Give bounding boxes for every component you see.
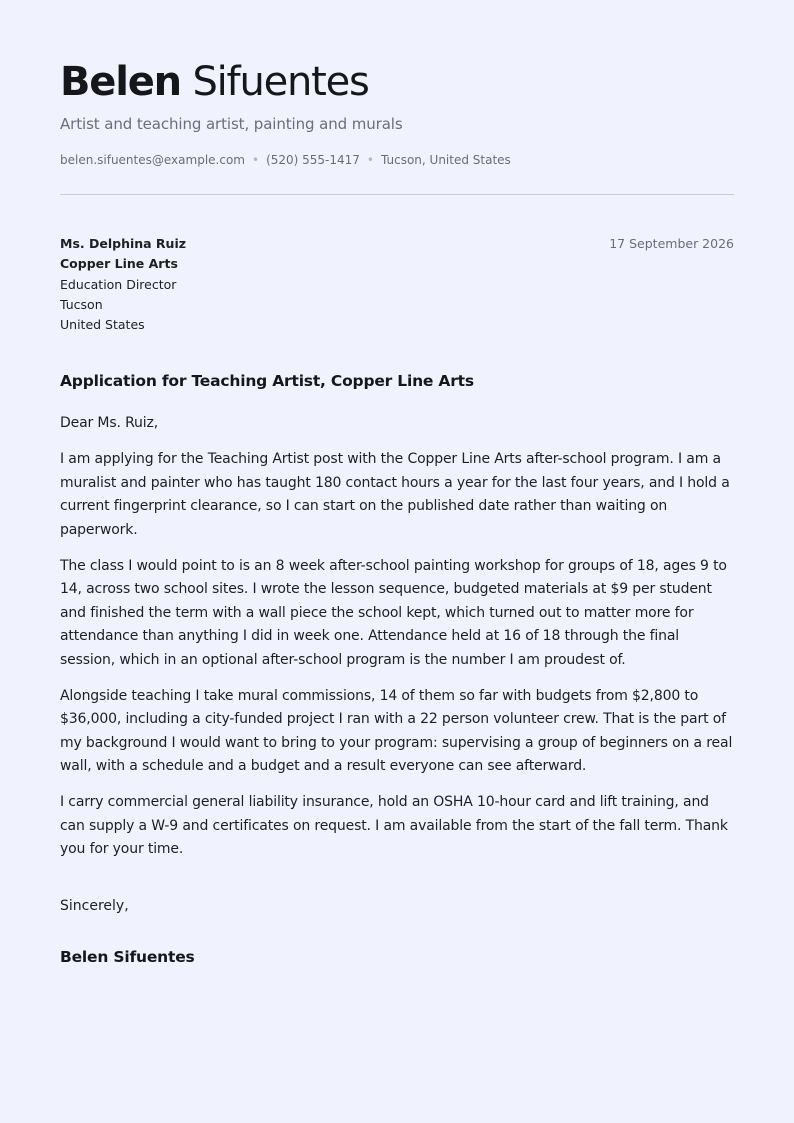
phone-text: (520) 555-1417 <box>266 153 360 167</box>
body-paragraph: I carry commercial general liability insurance, hold an OSHA 10-hour card and lift training, and can supply a W-9 and certificates on request. I am available from the start of the fall term. Thank you for your time. <box>60 794 728 857</box>
location-text: Tucson, United States <box>381 153 511 167</box>
recipient-title: Education Director <box>60 276 177 292</box>
tagline: Artist and teaching artist, painting and murals <box>60 115 403 133</box>
closing: Sincerely, <box>60 898 129 914</box>
separator-dot: • <box>366 153 374 167</box>
letter-subject: Application for Teaching Artist, Copper Line Arts <box>60 372 474 390</box>
header-divider <box>60 194 734 195</box>
first-name: Belen <box>60 59 181 105</box>
body-paragraph: Alongside teaching I take mural commissions, 14 of them so far with budgets from $2,800 to $36,000, including a city-funded project I ran with a 22 person volunteer crew. That is the part of my background I would want to bring to your program: supervising a group of beginners on a real wall, with a schedule and a budget and a result everyone can see afterward. <box>60 687 733 774</box>
recipient-city: Tucson <box>60 296 103 312</box>
contact-line <box>60 152 511 168</box>
recipient-organization: Copper Line Arts <box>60 256 178 272</box>
recipient-name: Ms. Delphina Ruiz <box>60 236 187 251</box>
recipient-block <box>60 234 186 335</box>
recipient-country: United States <box>60 317 145 333</box>
applicant-name <box>60 58 369 106</box>
letter-date: 17 September 2026 <box>609 236 734 251</box>
body-paragraph: I am applying for the Teaching Artist post with the Copper Line Arts after-school program. I am a muralist and painter who has taught 180 contact hours a year for the last four years, and I hold a current fingerprint clearance, so I can start on the published date rather than waiting on paperwork. <box>60 451 730 538</box>
last-name: Sifuentes <box>192 59 369 105</box>
body-paragraph: The class I would point to is an 8 week after-school painting workshop for groups of 18, ages 9 to 14, across two school sites. I wrote the lesson sequence, budgeted materials at $9 per student and finished the term with a wall piece the school kept, which turned out to matter more for attendance than anything I did in week one. Attendance held at 16 of 18 through the final session, which in an optional after-school program is the number I am proudest of. <box>60 557 727 668</box>
salutation: Dear Ms. Ruiz, <box>60 415 159 431</box>
signature: Belen Sifuentes <box>60 948 195 966</box>
letter-body <box>60 412 734 874</box>
email-text: belen.sifuentes@example.com <box>60 153 245 167</box>
separator-dot: • <box>251 153 260 167</box>
